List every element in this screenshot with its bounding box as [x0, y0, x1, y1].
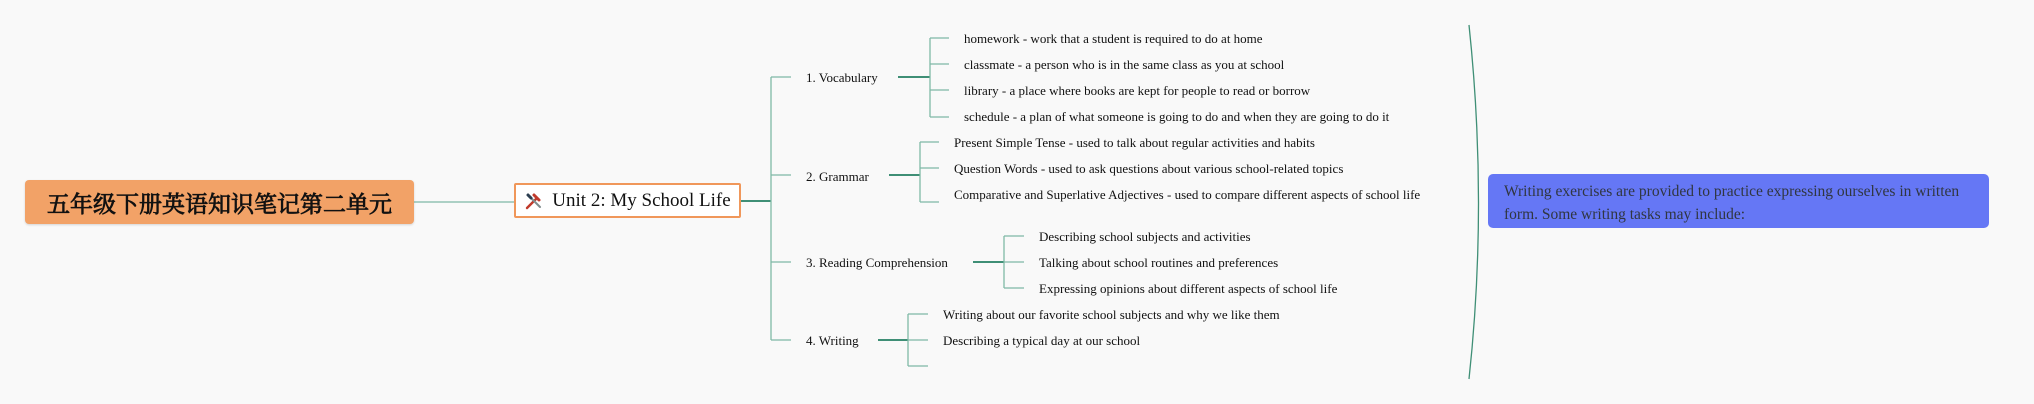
vocabulary-item-classmate[interactable]: classmate - a person who is in the same class as you at school: [964, 57, 1285, 72]
summary-note[interactable]: Writing exercises are provided to practice expressing ourselves in written form. Some writing tasks may include:: [1488, 174, 1989, 228]
reading-item-routines[interactable]: Talking about school routines and preferences: [1039, 255, 1279, 270]
vocabulary-item-homework[interactable]: homework - work that a student is required to do at home: [964, 31, 1263, 46]
tools-icon: [524, 191, 544, 211]
vocabulary-item-schedule[interactable]: schedule - a plan of what someone is going to do and when they are going to do it: [964, 109, 1390, 124]
summary-brace: [1469, 25, 1479, 379]
reading-item-subjects[interactable]: Describing school subjects and activities: [1039, 229, 1251, 244]
root-topic-label: 五年级下册英语知识笔记第二单元: [47, 191, 392, 218]
writing-item-favorite-subjects[interactable]: Writing about our favorite school subjects and why we like them: [943, 307, 1280, 322]
branch-reading-comprehension[interactable]: 3. Reading Comprehension: [806, 255, 948, 270]
reading-item-opinions[interactable]: Expressing opinions about different aspects of school life: [1039, 281, 1338, 296]
vocabulary-item-library[interactable]: library - a place where books are kept for people to read or borrow: [964, 83, 1311, 98]
writing-item-typical-day[interactable]: Describing a typical day at our school: [943, 333, 1141, 348]
root-topic[interactable]: [25, 180, 414, 224]
grammar-item-present-simple[interactable]: Present Simple Tense - used to talk about regular activities and habits: [954, 135, 1315, 150]
grammar-item-question-words[interactable]: Question Words - used to ask questions about various school-related topics: [954, 161, 1344, 176]
unit-topic[interactable]: [514, 183, 741, 218]
branch-vocabulary[interactable]: 1. Vocabulary: [806, 70, 878, 85]
grammar-item-comparatives[interactable]: Comparative and Superlative Adjectives - used to compare different aspects of school life: [954, 187, 1421, 202]
unit-topic-label: Unit 2: My School Life: [552, 189, 731, 211]
branch-grammar[interactable]: 2. Grammar: [806, 169, 869, 184]
branch-writing[interactable]: 4. Writing: [806, 333, 859, 348]
